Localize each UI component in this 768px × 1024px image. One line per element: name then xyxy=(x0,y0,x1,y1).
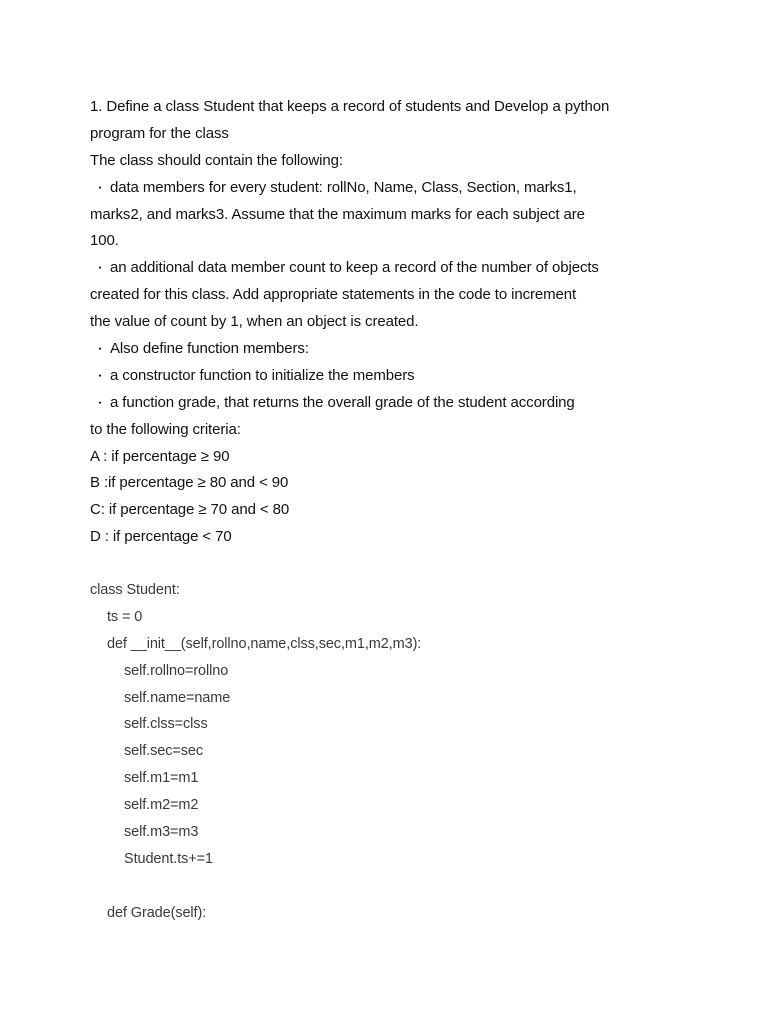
bullet-icon: ・ xyxy=(94,368,106,383)
code-line: self.m3=m3 xyxy=(124,824,199,841)
question-line: 1. Define a class Student that keeps a record of students and Develop a python xyxy=(90,98,610,115)
question-line: program for the class xyxy=(90,124,229,142)
bullet-item xyxy=(90,255,690,282)
code-line: def __init__(self,rollno,name,clss,sec,m1,m2,m3): xyxy=(107,635,422,652)
bullet-continuation: 100. xyxy=(90,232,119,250)
bullet-icon: ・ xyxy=(94,342,106,357)
code-line: self.name=name xyxy=(124,689,231,706)
bullet-item-text: data members for every student: rollNo, Name, Class, Section, marks1, xyxy=(110,178,577,196)
bullet-item xyxy=(90,390,690,417)
code-blank-line xyxy=(90,873,690,900)
bullet-continuation: the value of count by 1, when an object is created. xyxy=(90,313,419,331)
code-line: self.sec=sec xyxy=(124,743,203,760)
bullet-continuation: created for this class. Add appropriate statements in the code to increment xyxy=(90,286,577,304)
question-line: The class should contain the following: xyxy=(90,151,343,169)
bullet-item-text: Also define function members: xyxy=(110,340,309,358)
bullet-icon: ・ xyxy=(94,180,106,195)
code-line: class Student: xyxy=(90,582,180,598)
code-line: self.m2=m2 xyxy=(124,797,199,814)
criteria-line: B :if percentage ≥ 80 and < 90 xyxy=(90,474,289,492)
criteria-line: D : if percentage < 70 xyxy=(90,528,232,546)
bullet-continuation: to the following criteria: xyxy=(90,420,241,438)
bullet-item-text: an additional data member count to keep a record of the number of objects xyxy=(110,259,599,277)
bullet-item xyxy=(90,336,690,363)
code-block xyxy=(90,577,690,927)
bullet-continuation: marks2, and marks3. Assume that the maximum marks for each subject are xyxy=(90,205,585,223)
criteria-line: C: if percentage ≥ 70 and < 80 xyxy=(90,501,290,519)
code-line: Student.ts+=1 xyxy=(124,850,213,867)
bullet-item xyxy=(90,175,690,202)
bullet-icon: ・ xyxy=(94,395,106,410)
criteria-line: A : if percentage ≥ 90 xyxy=(90,447,230,465)
code-line: def Grade(self): xyxy=(107,904,207,921)
question-text xyxy=(90,94,690,551)
bullet-icon: ・ xyxy=(94,261,106,276)
bullet-item-text: a function grade, that returns the overall grade of the student according xyxy=(110,393,575,411)
bullet-item xyxy=(90,363,690,390)
code-line: self.rollno=rollno xyxy=(124,662,229,679)
bullet-item-text: a constructor function to initialize the members xyxy=(110,366,415,384)
code-line: self.clss=clss xyxy=(124,716,208,733)
code-line: self.m1=m1 xyxy=(124,770,199,787)
code-line: ts = 0 xyxy=(107,608,143,625)
